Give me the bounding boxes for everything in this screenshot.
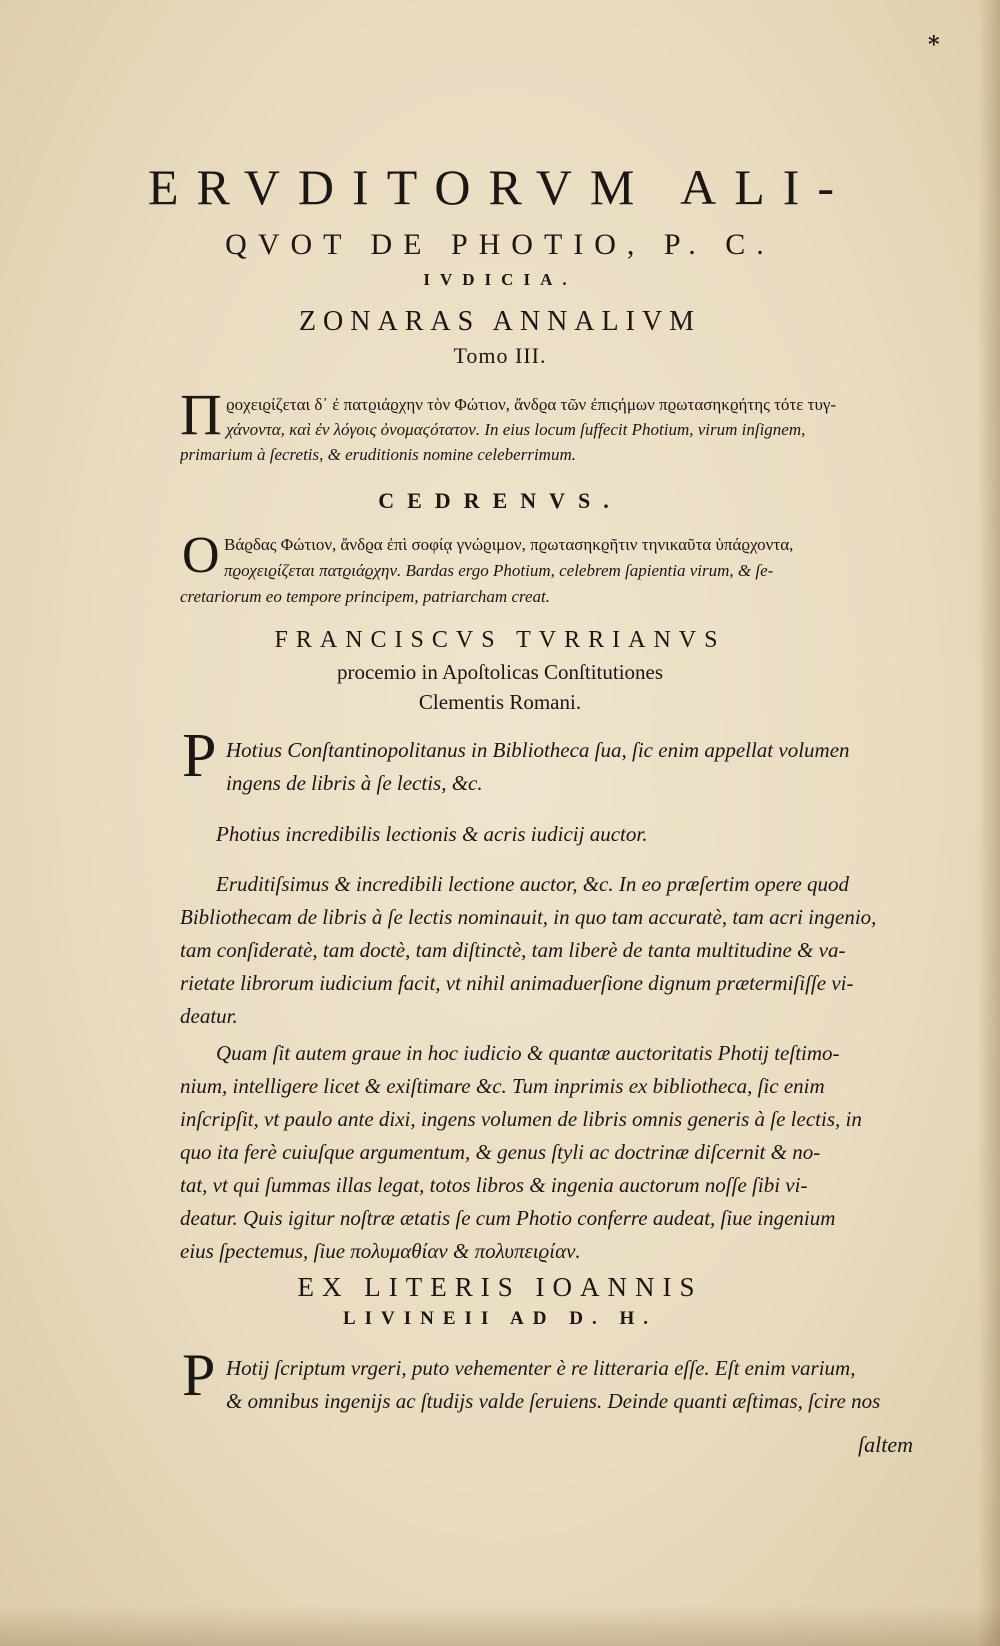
turrianus-p4-line-3: inſcripſit, vt paulo ante dixi, ingens volumen de libris omnis generis à ſe lectis, in <box>180 1107 862 1131</box>
turrianus-p3-line-3: tam conſideratè, tam doctè, tam diſtinctè, tam liberè de tanta multitudine & va- <box>180 938 846 962</box>
turrianus-p3-line-4: rietate librorum iudicium facit, vt nihil animaduerſione dignum prætermiſiſſe vi- <box>180 971 854 995</box>
title-line-1: ERVDITORVM ALI- <box>147 159 853 215</box>
cedrenus-line-3: cretariorum eo tempore principem, patriarcham creat. <box>180 587 550 606</box>
turrianus-p4-line-2: nium, intelligere licet & exiſtimare &c. Tum inprimis ex bibliotheca, ſic enim <box>180 1074 825 1098</box>
zonaras-dropcap: Π <box>180 382 222 447</box>
zonaras-line-2: χάνοντα, καὶ ἐν λόγοις ὀνομαϛότατον. In eius locum ſuffecit Photium, virum inſignem, <box>226 420 806 439</box>
zonaras-heading: ZONARAS ANNALIVM <box>298 306 702 337</box>
livineius-dropcap: P <box>182 1342 216 1408</box>
turrianus-p4-line-1: Quam ſit autem graue in hoc iudicio & quantæ auctoritatis Photij teſtimo- <box>216 1041 840 1065</box>
turrianus-p4-line-5: tat, vt qui ſummas illas legat, totos libros & ingenia auctorum noſſe ſibi vi- <box>180 1173 808 1197</box>
turrianus-p1-line-2: ingens de libris à ſe lectis, &c. <box>226 771 483 795</box>
turrianus-p3-line-2: Bibliothecam de libris à ſe lectis nominauit, in quo tam accuratè, tam acri ingenio, <box>180 905 877 929</box>
cedrenus-line-2: πϱοχειϱίζεται πατϱιάϱχην. Bardas ergo Photium, celebrem ſapientia virum, & ſe- <box>224 561 774 580</box>
turrianus-p4-line-7: eius ſpectemus, ſiue πολυμαθίαν & πολυπειϱίαν. <box>180 1239 581 1263</box>
cedrenus-line-1: Βάϱδας Φώτιον, ἄνδϱα ἐπὶ σοφίᾳ γνώϱιμον, πϱωτασηκϱῆτιν τηνικαῦτα ὑπάϱχοντα, <box>224 535 794 554</box>
signature-mark: * <box>928 32 940 58</box>
cedrenus-dropcap: O <box>182 527 220 584</box>
livineius-subheading: LIVINEII AD D. H. <box>342 1308 657 1329</box>
title-line-3: IVDICIA. <box>423 270 577 289</box>
livineius-paragraph <box>180 1352 900 1418</box>
turrianus-subheading-1: procemio in Apoſtolicas Conſtitutiones <box>336 660 664 684</box>
turrianus-p4-line-4: quo ita ferè cuiuſque argumentum, & genus ſtyli ac doctrinæ diſcernit & no- <box>180 1140 821 1164</box>
livineius-heading: EX LITERIS IOANNIS <box>297 1272 703 1302</box>
turrianus-p4-line-6: deatur. Quis igitur noſtræ ætatis ſe cum Photio conferre audeat, ſiue ingenium <box>180 1206 836 1230</box>
turrianus-heading: FRANCISCVS TVRRIANVS <box>274 627 726 653</box>
turrianus-paragraph-1 <box>180 734 900 800</box>
turrianus-paragraph-3 <box>180 868 900 1033</box>
turrianus-paragraph-4 <box>180 1037 900 1268</box>
catchword: ſaltem <box>858 1432 913 1457</box>
turrianus-p1-line-1: Hotius Conſtantinopolitanus in Bibliotheca ſua, ſic enim appellat volumen <box>226 738 850 762</box>
livineius-line-1: Hotij ſcriptum vrgeri, puto vehementer è re litteraria eſſe. Eſt enim varium, <box>226 1356 856 1380</box>
cedrenus-heading: CEDRENVS. <box>378 488 622 513</box>
turrianus-paragraph-2 <box>180 818 900 851</box>
zonaras-paragraph <box>180 392 900 467</box>
livineius-line-2: & omnibus ingenijs ac ſtudijs valde ſeruiens. Deinde quanti æſtimas, ſcire nos <box>226 1389 881 1413</box>
turrianus-p2-line: Photius incredibilis lectionis & acris iudicij auctor. <box>216 822 648 846</box>
zonaras-subheading: Tomo III. <box>453 343 547 368</box>
cedrenus-paragraph <box>180 527 900 610</box>
turrianus-p3-line-1: Eruditiſsimus & incredibili lectione auctor, &c. In eo præſertim opere quod <box>216 872 850 896</box>
zonaras-line-3: primarium à ſecretis, & eruditionis nomine celeberrimum. <box>180 445 576 464</box>
zonaras-line-1: ϱοχειϱίζεται δ᾽ ἐ πατϱιάϱχην τὸν Φώτιον, ἄνδϱα τῶν ἐπιϛήμων πϱωτασηκϱήτης τότε τυγ- <box>226 395 837 414</box>
turrianus-p1-dropcap: P <box>182 722 217 790</box>
turrianus-subheading-2: Clementis Romani. <box>418 690 582 714</box>
turrianus-p3-line-5: deatur. <box>180 1004 238 1028</box>
page-bottom-shadow <box>0 1606 1000 1646</box>
title-line-2: QVOT DE PHOTIO, P. C. <box>225 228 775 261</box>
